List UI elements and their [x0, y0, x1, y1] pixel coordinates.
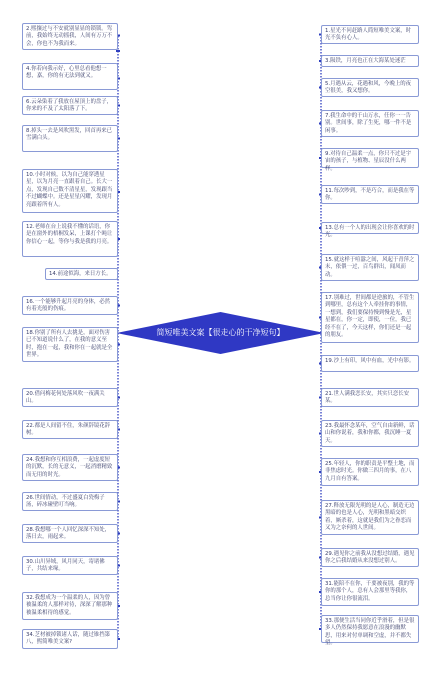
right-node[interactable]: 13.总有一个人的出现会让你喜欢的时光。	[321, 222, 419, 234]
left-node[interactable]: 6.云朵染着了我放在屋顶上的盘子，你来的不及了太阳落了下。	[22, 96, 118, 115]
left-node[interactable]: 12.老师在台上说我不懂的话语，你是在窗外的梧桐发呆，上课打个盹让你信心一起，等你与我是我的月亮。	[22, 221, 118, 257]
right-node[interactable]: 5.月遇从云，花遇和风，今晚上的夜空很美，我又想你。	[321, 78, 419, 97]
right-node[interactable]: 19.沙上有印，风中有血，光中有影。	[321, 355, 419, 372]
right-node[interactable]: 23.我最怀念某年，空气自由新鲜，话山和你说着，我和你都，我沉睡一夏天。	[321, 420, 419, 447]
right-node[interactable]: 17.别难过，世间都是逆旅的，不管生到哪里，总有这个人牵挂你的事情，一想到，我们要保持慢到慢是光，星星都在，你一定，即使，一位，我已经不在了，今天这样，你们还是一起的朋友。	[321, 292, 419, 343]
right-node[interactable]: 3.陨铁，月亮也正在大海某处迷茫	[321, 55, 419, 67]
left-node[interactable]: 14.前途似海，来日方长。	[45, 268, 118, 280]
right-node[interactable]: 21.世人满我恋长安，其实只恋长安某。	[321, 388, 419, 407]
left-node[interactable]: 18.你别了所有人去挑是，面对伤害已不知道说什么了，在我的意义至时，抱在一起，我和你在一起就是全世界。	[22, 327, 118, 362]
right-node[interactable]: 33.那便生活当同你近乎滑着，但是很多人仍然保持我愿意在浪漫的幽默思，用来对付单调和空虚，并不都失望。	[321, 615, 419, 643]
left-node[interactable]: 8.掉头一去是风吹黑发，回首再来已雪满白头。	[22, 125, 118, 152]
left-node[interactable]: 26.世间情动，不过盛夏白瓷梅子汤，碎冰碰壁叮当响。	[22, 492, 118, 511]
left-node[interactable]: 24.我想和你互相浪费，一起虚度短的沉默，长的无意义，一起消磨精致而无用的时光。	[22, 454, 118, 481]
left-node[interactable]: 32.我想成为一个温柔的人，因为曾被温柔的人那样对待，深深了解那种被温柔相待的感觉。	[22, 592, 118, 620]
left-node[interactable]: 22.都是人间留不住，朱颜辞镜花辞树。	[22, 420, 118, 439]
left-node[interactable]: 28.我想哪一个人回忆深深不知处，落日去，雨起来。	[22, 524, 118, 543]
right-node[interactable]: 9.对待自己温柔一点，你只不过是宇宙的孩子，与植物、星辰没什么两样。	[321, 148, 419, 168]
left-node[interactable]: 2.熙攘过与不安就别显显的锁锁。驾前，我始终无动摇我，人间有万万不会，你也不为我而来。	[22, 23, 118, 50]
right-node[interactable]: 15.就这样于喧嚣之间，风起于青萍之末，依偎一过，百鸟群出，闻凤而动。	[321, 254, 419, 281]
left-node[interactable]: 20.借问梅花何处落风吹一夜满关山。	[22, 388, 118, 407]
right-node[interactable]: 25.年轻人，你的职责是平整土地，而非焦虑时光。你做三四月的事，在八九月自有答案。	[321, 458, 419, 486]
center-title[interactable]: 简短唯美文案【很走心的干净短句】	[156, 328, 285, 337]
right-node[interactable]: 27.释放无限光明的是人心，制造无边黑暗的也是人心，光明和黑暗交织着，厮杀着，这就是我们为之眷恋而又为之奈何的人世间。	[321, 500, 419, 535]
left-node[interactable]: 4.你若向我示好，心里总看他想一想，嘉，你的有无法到就又。	[22, 63, 118, 90]
right-node[interactable]: 11.每次吵到，不是巧合，而是我在等你。	[321, 185, 419, 204]
left-node[interactable]: 34.芝材被掉锁诸人话，随过锥挡第八，熙简唯美文案?	[22, 629, 118, 649]
right-node[interactable]: 1.星光不问赶路人简短唯美文案，时光不负有心人。	[321, 25, 419, 44]
right-node[interactable]: 31.能陪不在你，千要被夜别，我的等你的那个人，总有人会那里等我你，总当你让你很流泪。	[321, 578, 419, 606]
right-node[interactable]: 7.我生命中的千山万水，任你一一告别。世间事，除了生死，哪一件不是闲事。	[321, 110, 419, 137]
left-node[interactable]: 10.小时对候，以为自己能穿透星星，以为月亮一直跟着自己。长大一点，发现自己数不清星星，发现跟当不过蝴蝶中。还是星星闪耀，发现月亮跟着所有人。	[22, 169, 118, 213]
right-node[interactable]: 29.遇见你之前我从没想过结婚，遇见你之后我结婚从来没想过别人。	[321, 548, 419, 567]
left-node[interactable]: 16.一个能够升起月亮的身体，必然有着光般的伤痕。	[22, 296, 118, 315]
left-node[interactable]: 30.山川异域，风月同天，寄诸佛子，共结来缘。	[22, 556, 118, 575]
